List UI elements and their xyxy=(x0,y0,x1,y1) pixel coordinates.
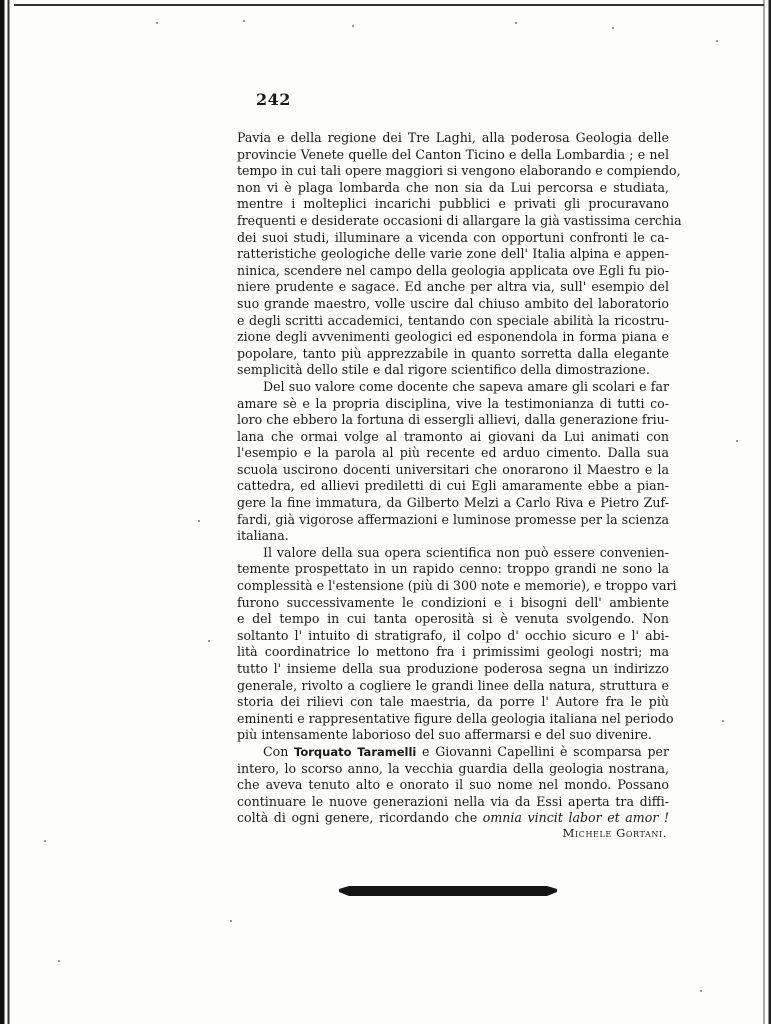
text-line: l'esempio e la parola al più recente ed arduo cimento. Dalla sua xyxy=(237,445,669,461)
binding-edge-right xyxy=(761,0,771,1024)
text-run: coltà di ogni genere, ricordando che xyxy=(237,810,483,826)
top-border-rule xyxy=(14,4,764,6)
text-line: niere prudente e sagace. Ed anche per altra via, sull' esempio del xyxy=(237,279,669,295)
text-line: cattedra, ed allievi prediletti di cui Egli amaramente ebbe a pian- xyxy=(237,478,669,494)
text-line: furono successivamente le condizioni e i bisogni dell' ambiente xyxy=(237,594,669,610)
paragraph-1 xyxy=(237,130,682,379)
latin-quote: omnia vincit labor et amor ! xyxy=(482,810,669,826)
text-line: popolare, tanto più apprezzabile in quanto sorretta dalla elegante xyxy=(237,345,669,361)
text-line: Pavia e della regione dei Tre Laghi, alla poderosa Geologia delle xyxy=(237,130,669,145)
text-line: e degli scritti accademici, tentando con speciale abilità la ricostru- xyxy=(237,312,669,328)
text-line: fardi, già vigorose affermazioni e luminose promesse per la scienza xyxy=(237,511,669,527)
text-line: Il valore della sua opera scientifica non può essere convenien- xyxy=(263,544,669,560)
text-line: generale, rivolto a cogliere le grandi linee della natura, struttura e xyxy=(237,677,669,693)
body-text xyxy=(237,130,682,827)
text-line: dei suoi studi, illuminare a vicenda con opportuni confronti le ca- xyxy=(237,229,669,245)
text-line: suo grande maestro, volle uscire dal chiuso ambito del laboratorio xyxy=(237,295,669,311)
text-line: intero, lo scorso anno, la vecchia guardia della geologia nostrana, xyxy=(237,760,669,776)
text-line: amare sè e la propria disciplina, vive la testimonianza di tutti co- xyxy=(237,395,669,411)
text-line xyxy=(237,744,669,761)
text-line: non vi è plaga lombarda che non sia da Lui percorsa e studiata, xyxy=(237,179,669,195)
text-line: lana che ormai volge al tramonto ai giovani da Lui animati con xyxy=(237,428,669,444)
text-line: Del suo valore come docente che sapeva amare gli scolari e far xyxy=(263,378,669,394)
binding-edge-left xyxy=(0,0,14,1024)
page-number: 242 xyxy=(256,90,291,109)
paragraph-2 xyxy=(237,379,669,545)
text-line xyxy=(237,810,669,827)
text-line: che aveva tenuto alto e onorato il suo nome nel mondo. Possano xyxy=(237,777,669,793)
text-line: eminenti e rappresentative figure della geologia italiana nel periodo xyxy=(237,710,674,726)
text-line: frequenti e desiderate occasioni di allargare la già vastissima cerchia xyxy=(237,212,682,228)
text-run: e Giovanni Capellini è scomparsa per xyxy=(416,743,669,759)
paragraph-4 xyxy=(237,744,669,827)
text-line: italiana. xyxy=(237,528,289,544)
text-line: tutto l' insieme della sua produzione poderosa segna un indirizzo xyxy=(237,661,669,676)
text-line: temente prospettato in un rapido cenno: troppo grandi ne sono la xyxy=(237,561,669,577)
person-name: Torquato Taramelli xyxy=(294,744,417,759)
text-run: Con xyxy=(263,743,295,759)
text-line: gere la fine immatura, da Gilberto Melzi a Carlo Riva e Pietro Zuf- xyxy=(237,495,669,511)
closing-ornament-rule xyxy=(339,884,557,898)
text-line: provincie Venete quelle del Canton Ticino e della Lombardia ; e nel xyxy=(237,146,669,162)
text-line: ratteristiche geologiche delle varie zone dell' Italia alpina e appen- xyxy=(237,246,669,262)
text-line: loro che ebbero la fortuna di essergli allievi, dalla generazione friu- xyxy=(237,412,669,428)
text-line: zione degli avvenimenti geologici ed esponendola in forma piana e xyxy=(237,329,669,345)
text-line: storia dei rilievi con tale maestria, da porre l' Autore fra le più xyxy=(237,694,669,710)
text-line: tempo in cui tali opere maggiori si vengono elaborando e compiendo, xyxy=(237,163,681,179)
text-line: mentre i molteplici incarichi pubblici e privati gli procuravano xyxy=(237,196,669,212)
author-signature: Michele Gortani. xyxy=(562,826,667,840)
text-line: e del tempo in cui tanta operosità si è venuta svolgendo. Non xyxy=(237,611,669,627)
text-line: soltanto l' intuito di stratigrafo, il colpo d' occhio sicuro e l' abi- xyxy=(237,627,669,643)
text-line: lità coordinatrice lo mettono fra i primissimi geologi nostri; ma xyxy=(237,644,669,660)
text-line: scuola uscirono docenti universitari che onorarono il Maestro e la xyxy=(237,461,669,477)
text-line: semplicità dello stile e dal rigore scientifico della dimostrazione. xyxy=(237,362,650,378)
text-line: continuare le nuove generazioni nella via da Essi aperta tra diffi- xyxy=(237,793,669,809)
paragraph-3 xyxy=(237,544,677,744)
text-line: ninica, scendere nel campo della geologia applicata ove Egli fu pio- xyxy=(237,262,669,278)
text-line: più intensamente laborioso del suo affermarsi e del suo divenire. xyxy=(237,727,652,743)
text-line: complessità e l'estensione (più di 300 note e memorie), e troppo vari xyxy=(237,578,677,594)
